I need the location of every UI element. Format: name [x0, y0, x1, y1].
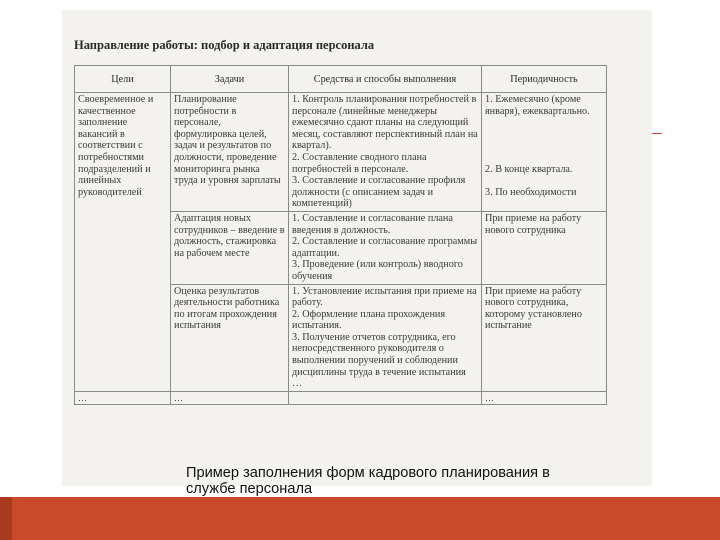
header-tasks: Задачи — [171, 66, 289, 93]
bottom-accent-edge — [0, 497, 12, 540]
header-means: Средства и способы выполнения — [289, 66, 482, 93]
ellipsis-cell: … — [171, 391, 289, 404]
ellipsis-cell: … — [75, 391, 171, 404]
period-cell: 1. Ежемесячно (кроме января), ежеквартально. 2. В конце квартала. 3. По необходимости — [482, 93, 607, 212]
bottom-accent-band — [0, 497, 720, 540]
means-cell: 1. Контроль планирования потребностей в персонале (линейные менеджеры ежемесячно сдают планы на следующий месяц, составляют перспективный план на квартал). 2. Составление сводного плана потребностей в персонале. 3. Составление и согласование профиля должности (с описанием задач и компетенций) — [289, 93, 482, 212]
document-scan — [62, 10, 652, 486]
period-cell: При приеме на работу нового сотрудника, которому установлено испытание — [482, 284, 607, 391]
header-periodicity: Периодичность — [482, 66, 607, 93]
table-header-row — [75, 66, 607, 93]
period-cell: При приеме на работу нового сотрудника — [482, 211, 607, 284]
ellipsis-row — [75, 391, 607, 404]
means-cell: 1. Составление и согласование плана введения в должность. 2. Составление и согласование программы адаптации. 3. Проведение (или контроль) вводного обучения — [289, 211, 482, 284]
hr-planning-table — [74, 65, 607, 405]
task-cell: Адаптация новых сотрудников – введение в должность, стажировка на рабочем месте — [171, 211, 289, 284]
slide-caption: Пример заполнения форм кадрового планирования в службе персонала — [186, 465, 550, 497]
document-title: Направление работы: подбор и адаптация персонала — [74, 38, 375, 52]
task-cell: Оценка результатов деятельности работника по итогам прохождения испытания — [171, 284, 289, 391]
ellipsis-cell — [289, 391, 482, 404]
table-row — [75, 93, 607, 212]
header-goals: Цели — [75, 66, 171, 93]
means-cell: 1. Установление испытания при приеме на работу. 2. Оформление плана прохождения испытания. 3. Получение отчетов сотрудника, его непосредственного руководителя о выполнении поручений и соблюдении дисциплины труда в течение испытания … — [289, 284, 482, 391]
accent-mark — [652, 133, 662, 134]
ellipsis-cell: … — [482, 391, 607, 404]
task-cell: Планирование потребности в персонале, формулировка целей, задач и результатов по должности, проведение мониторинга рынка труда и уровня зарплаты — [171, 93, 289, 212]
goal-cell: Своевременное и качественное заполнение вакансий в соответствии с потребностями подразделений и линейных руководителей — [75, 93, 171, 392]
